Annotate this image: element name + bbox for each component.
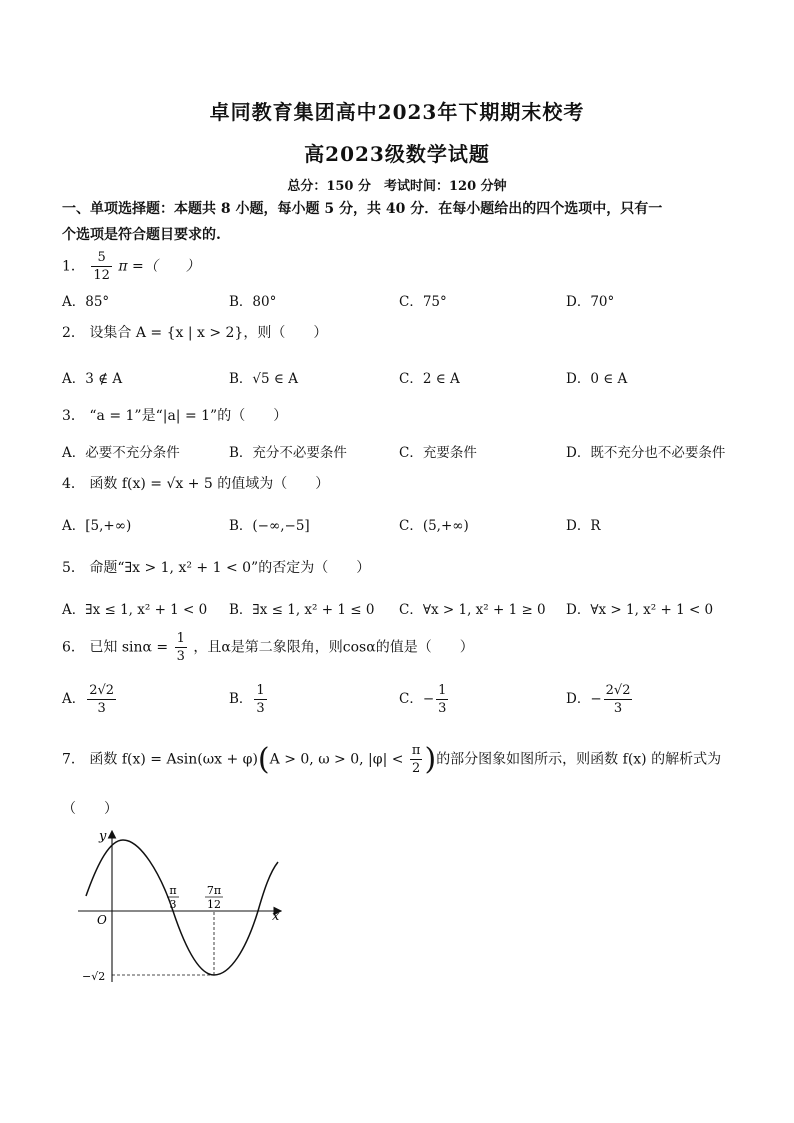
option-c[interactable] xyxy=(399,682,450,717)
fraction-denominator: 3 xyxy=(438,701,447,716)
option-sign: − xyxy=(422,691,435,707)
section-heading xyxy=(62,196,742,248)
option-c[interactable]: C．75° xyxy=(399,294,447,310)
option-d[interactable]: D．70° xyxy=(566,294,615,310)
exam-subtitle: 高2023级数学试题 xyxy=(304,142,490,166)
option-c[interactable]: C．∀x > 1, x² + 1 ≥ 0 xyxy=(399,602,546,618)
question-number: 4． xyxy=(62,476,85,492)
option-b[interactable]: B．(−∞,−5] xyxy=(229,518,310,534)
option-b[interactable]: B．√5 ∈ A xyxy=(229,371,298,387)
option-c[interactable]: C．(5,+∞) xyxy=(399,518,469,534)
fraction-numerator: 2√2 xyxy=(89,683,115,698)
question-5-options xyxy=(62,598,742,622)
fraction-denominator: 12 xyxy=(93,268,110,283)
option-label: D． xyxy=(566,691,591,707)
question-stem: 设集合 A = {x | x > 2}，则（ ） xyxy=(89,325,328,341)
question-6 xyxy=(62,630,474,665)
option-a[interactable]: A．∃x ≤ 1, x² + 1 < 0 xyxy=(62,602,208,618)
exam-title: 卓同教育集团高中2023年下期期末校考 xyxy=(209,100,585,124)
question-2-options xyxy=(62,367,742,391)
option-label: B． xyxy=(229,691,253,707)
fraction-denominator: 2 xyxy=(412,761,421,776)
fraction-numerator: 1 xyxy=(256,683,265,698)
section-heading-line1: 一、单项选择题：本题共 8 小题，每小题 5 分，共 40 分．在每小题给出的四个选项中，只有一 xyxy=(62,201,663,217)
fraction-numerator: 1 xyxy=(438,683,447,698)
question-stem-a: 函数 f(x) = Asin(ωx + φ) xyxy=(89,751,258,768)
fraction xyxy=(436,682,448,717)
fraction-denominator: 3 xyxy=(176,649,185,664)
question-stem-a: 已知 sinα = xyxy=(89,639,169,656)
fraction-numerator: π xyxy=(411,743,421,758)
question-stem: π =（ ） xyxy=(118,258,200,275)
question-number: 1． xyxy=(62,258,85,275)
fraction-denominator: 3 xyxy=(97,701,106,716)
option-d[interactable]: D．0 ∈ A xyxy=(566,371,628,387)
fraction xyxy=(175,630,187,665)
tick-pi-over-3-den: 3 xyxy=(169,898,177,911)
x-axis-label: x xyxy=(272,909,280,924)
question-number: 6． xyxy=(62,639,85,656)
option-d[interactable]: D．R xyxy=(566,518,601,534)
question-stem-b: ，且α是第二象限角，则cosα的值是（ ） xyxy=(193,639,474,656)
y-axis-label: y xyxy=(99,829,107,844)
section-heading-line2: 个选项是符合题目要求的. xyxy=(62,227,221,243)
option-d[interactable]: D．∀x > 1, x² + 1 < 0 xyxy=(566,602,714,618)
fraction xyxy=(604,682,633,717)
question-6-options xyxy=(62,682,742,722)
option-b[interactable] xyxy=(229,682,269,717)
option-b[interactable]: B．充分不必要条件 xyxy=(229,445,347,461)
exam-meta: 总分：150 分 考试时间：120 分钟 xyxy=(287,179,507,194)
question-stem: “a = 1”是“|a| = 1”的（ ） xyxy=(89,408,288,424)
fraction-numerator: 5 xyxy=(91,249,112,267)
fraction-denominator: 3 xyxy=(256,701,265,716)
sine-curve xyxy=(86,840,278,975)
tick-pi-over-3-num: π xyxy=(169,884,177,897)
option-c[interactable]: C．2 ∈ A xyxy=(399,371,460,387)
question-number: 5． xyxy=(62,560,85,576)
option-a[interactable] xyxy=(62,682,118,717)
question-5 xyxy=(62,557,370,577)
origin-label: O xyxy=(97,913,107,927)
fraction xyxy=(91,249,112,284)
right-paren: ) xyxy=(424,742,437,777)
option-a[interactable]: A．85° xyxy=(62,294,110,310)
question-stem: 命题“∃x > 1, x² + 1 < 0”的否定为（ ） xyxy=(89,560,371,576)
sine-graph-figure xyxy=(68,822,298,992)
question-4-options xyxy=(62,514,742,538)
fraction-numerator: 2√2 xyxy=(605,683,631,698)
left-paren: ( xyxy=(257,742,270,777)
option-a[interactable]: A．[5,+∞) xyxy=(62,518,132,534)
option-a[interactable]: A．必要不充分条件 xyxy=(62,445,180,461)
option-label: C． xyxy=(399,691,423,707)
fraction-numerator: 1 xyxy=(176,631,185,646)
tick-7pi-over-12-den: 12 xyxy=(207,898,221,911)
fraction-denominator: 3 xyxy=(613,701,623,716)
fraction xyxy=(410,742,423,777)
question-7 xyxy=(62,742,721,777)
question-1 xyxy=(62,249,200,284)
question-4 xyxy=(62,473,329,493)
option-b[interactable]: B．∃x ≤ 1, x² + 1 ≤ 0 xyxy=(229,602,375,618)
option-d[interactable] xyxy=(566,682,634,717)
question-number: 3． xyxy=(62,408,85,424)
option-b[interactable]: B．80° xyxy=(229,294,277,310)
fraction xyxy=(87,682,116,717)
option-sign: − xyxy=(590,691,602,707)
question-number: 7． xyxy=(62,751,85,768)
option-label: A． xyxy=(62,691,86,707)
question-1-options xyxy=(62,290,742,314)
question-3 xyxy=(62,405,287,425)
question-3-options xyxy=(62,441,742,465)
min-value-label: −√2 xyxy=(82,970,106,983)
option-c[interactable]: C．充要条件 xyxy=(399,445,477,461)
condition: A > 0, ω > 0, |φ| < xyxy=(269,751,404,768)
question-stem-b: 的部分图象如图所示，则函数 f(x) 的解析式为 xyxy=(436,751,722,768)
tick-7pi-over-12-num: 7π xyxy=(206,884,222,897)
fraction xyxy=(254,682,266,717)
answer-blank: （ ） xyxy=(62,801,118,817)
question-2 xyxy=(62,322,327,342)
question-stem: 函数 f(x) = √x + 5 的值域为（ ） xyxy=(89,476,330,492)
option-a[interactable]: A．3 ∉ A xyxy=(62,371,123,387)
option-d[interactable]: D．既不充分也不必要条件 xyxy=(566,445,726,461)
question-number: 2． xyxy=(62,325,85,341)
